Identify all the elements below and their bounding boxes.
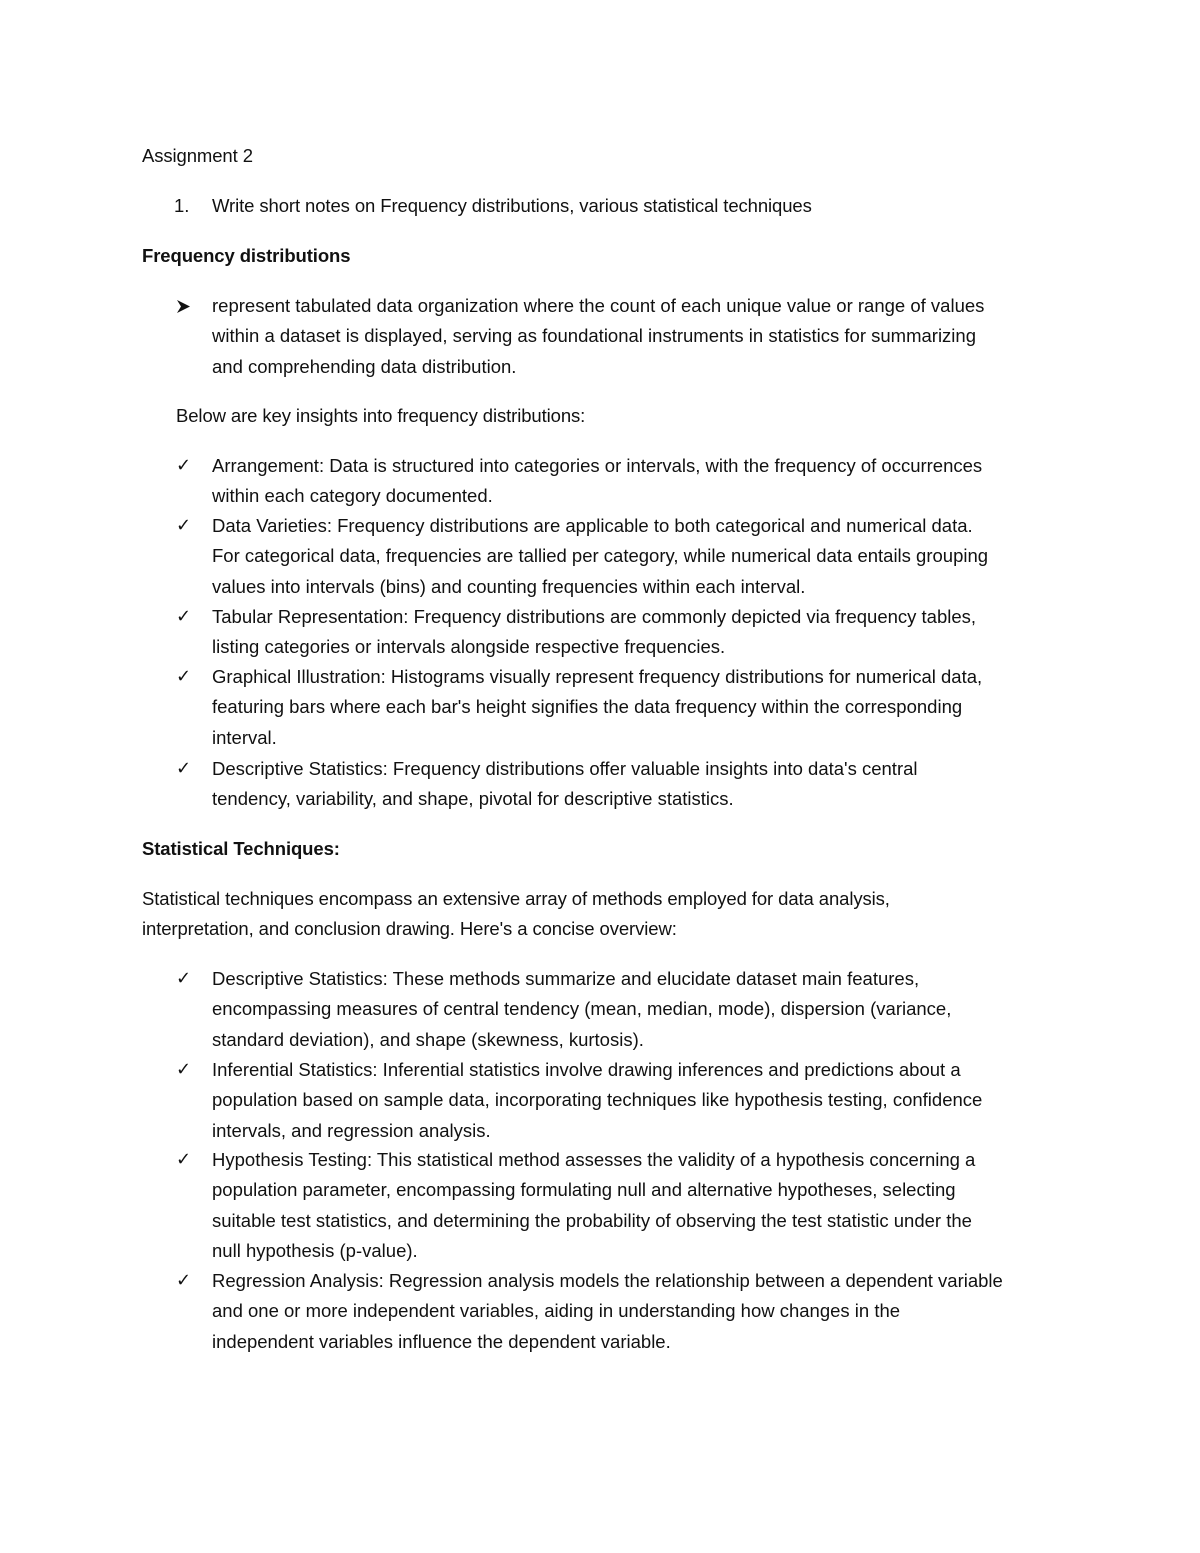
text-line: listing categories or intervals alongside respective frequencies. <box>212 636 726 658</box>
list-item-text <box>212 1055 1072 1146</box>
checkmark-bullet-icon: ✓ <box>176 758 192 779</box>
text-line: within each category documented. <box>212 485 493 507</box>
list-item-text <box>212 662 1072 753</box>
list-item-text <box>212 1266 1072 1357</box>
text-line: interpretation, and conclusion drawing. Here's a concise overview: <box>142 918 677 940</box>
text-line: independent variables influence the dependent variable. <box>212 1330 671 1352</box>
text-line: Descriptive Statistics: Frequency distributions offer valuable insights into data's central <box>212 758 918 779</box>
text-line: standard deviation), and shape (skewness, kurtosis). <box>212 1028 644 1050</box>
checkmark-bullet-icon: ✓ <box>176 666 192 687</box>
text-line: Hypothesis Testing: This statistical method assesses the validity of a hypothesis concerning a <box>212 1149 976 1170</box>
list-item-text <box>212 602 1072 663</box>
list-item-text <box>212 1145 1072 1266</box>
lead-bullet-text <box>212 291 1072 382</box>
text-line: Tabular Representation: Frequency distributions are commonly depicted via frequency tables, <box>212 606 977 627</box>
section-heading-frequency: Frequency distributions <box>142 245 351 266</box>
checkmark-bullet-icon: ✓ <box>176 1270 192 1291</box>
intro-line: Below are key insights into frequency distributions: <box>176 405 586 426</box>
text-line: population parameter, encompassing formulating null and alternative hypotheses, selecting <box>212 1179 956 1201</box>
text-line: featuring bars where each bar's height signifies the data frequency within the corresponding <box>212 696 963 718</box>
checkmark-bullet-icon: ✓ <box>176 1149 192 1170</box>
text-line: Descriptive Statistics: These methods summarize and elucidate dataset main features, <box>212 968 920 989</box>
text-line: Regression Analysis: Regression analysis models the relationship between a dependent variable <box>212 1270 1003 1291</box>
text-line: values into intervals (bins) and counting frequencies within each interval. <box>212 575 806 597</box>
text-line: Data Varieties: Frequency distributions are applicable to both categorical and numerical data. <box>212 515 973 536</box>
checkmark-bullet-icon: ✓ <box>176 968 192 989</box>
checkmark-bullet-icon: ✓ <box>176 455 192 476</box>
list-item-text <box>212 511 1072 602</box>
question-number: 1. <box>174 195 190 216</box>
text-line: within a dataset is displayed, serving as foundational instruments in statistics for summarizing <box>212 325 976 347</box>
text-line: and comprehending data distribution. <box>212 355 517 377</box>
text-line: Graphical Illustration: Histograms visually represent frequency distributions for numerical data, <box>212 666 983 687</box>
list-item-text <box>212 451 1072 512</box>
question-text: Write short notes on Frequency distributions, various statistical techniques <box>212 195 812 216</box>
checkmark-bullet-icon: ✓ <box>176 515 192 536</box>
text-line: population based on sample data, incorporating techniques like hypothesis testing, confidence <box>212 1089 983 1111</box>
arrowhead-bullet-icon <box>176 291 196 331</box>
text-line: encompassing measures of central tendency (mean, median, mode), dispersion (variance, <box>212 998 952 1020</box>
text-line: interval. <box>212 726 277 748</box>
text-line: intervals, and regression analysis. <box>212 1119 491 1141</box>
text-line: tendency, variability, and shape, pivotal for descriptive statistics. <box>212 788 734 810</box>
techniques-paragraph <box>142 884 1062 945</box>
text-line: suitable test statistics, and determining the probability of observing the test statistic under the <box>212 1209 972 1231</box>
text-line: For categorical data, frequencies are tallied per category, while numerical data entails grouping <box>212 545 989 567</box>
text-line: null hypothesis (p-value). <box>212 1239 418 1261</box>
section-heading-techniques: Statistical Techniques: <box>142 838 340 859</box>
list-item-text <box>212 964 1072 1055</box>
text-line: Inferential Statistics: Inferential statistics involve drawing inferences and predictions about a <box>212 1059 961 1080</box>
text-line: represent tabulated data organization where the count of each unique value or range of values <box>212 295 985 316</box>
text-line: and one or more independent variables, aiding in understanding how changes in the <box>212 1300 901 1322</box>
text-line: Statistical techniques encompass an extensive array of methods employed for data analysis, <box>142 888 890 909</box>
list-item-text <box>212 754 1072 815</box>
text-line: Arrangement: Data is structured into categories or intervals, with the frequency of occurrences <box>212 455 983 476</box>
checkmark-bullet-icon: ✓ <box>176 606 192 627</box>
checkmark-bullet-icon: ✓ <box>176 1059 192 1080</box>
document-title: Assignment 2 <box>142 145 253 166</box>
